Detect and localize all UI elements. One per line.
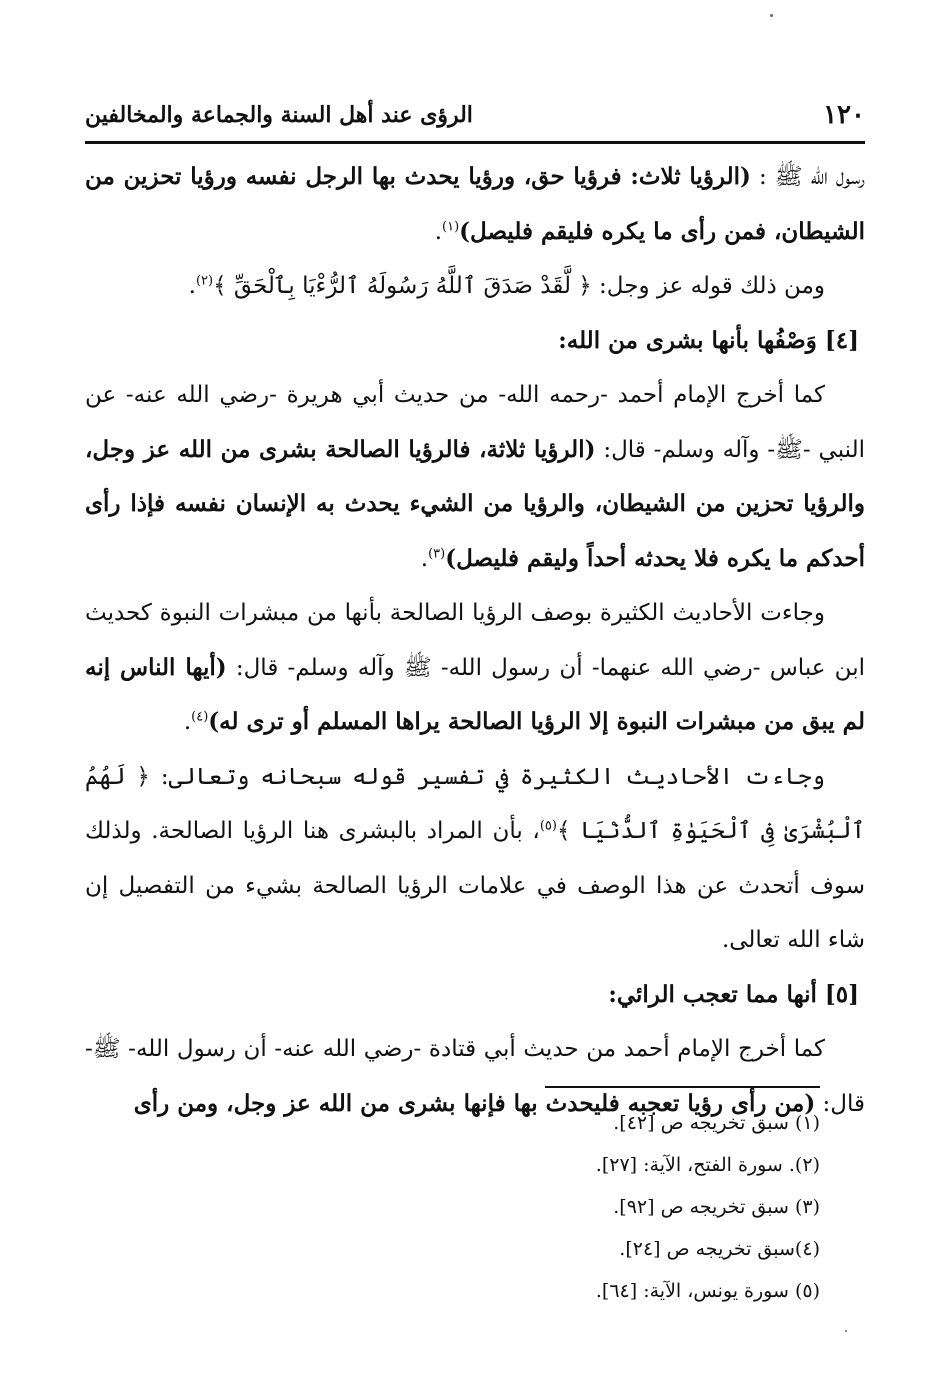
paragraph-2 [85,259,865,314]
body-text [85,150,865,1131]
paragraph-2-end: . [188,273,196,299]
paragraph-4-end: . [183,709,192,735]
footnote-ref-5: (٥) [539,818,557,834]
footnote-rule [545,1086,820,1088]
paragraph-6-lead: كما أخرج الإمام أحمد من حديث أبي قتادة -رضي الله عنه- أن رسول الله- ﷺ- قال: [85,1036,865,1117]
hadith-quote-1: (الرؤيا ثلاث: فرؤيا حق، ورؤيا يحدث بها الرجل نفسه ورؤيا تحزين من الشيطان، فمن رأى ما يكره فليقم فليصل) [85,163,865,245]
paragraph-4-lead: وجاءت الأحاديث الكثيرة بوصف الرؤيا الصالحة بأنها من مبشرات النبوة كحديث ابن عباس -رضي الله عنهما- أن رسول الله- ﷺ وآله وسلم- قال: [85,600,865,681]
paragraph-4 [85,586,865,750]
paragraph-3-end: . [420,545,429,572]
footnote-3: (٣) سبق تخريجه ص [٩٢]. [613,1196,820,1218]
hadith-quote-4: (من رأى رؤيا تعجبه فليحدث بها فإنها بشرى من الله عز وجل، ومن رأى [133,1089,816,1117]
hadith-quote-3: (أيها الناس إنه لم يبق من مبشرات النبوة إلا الرؤيا الصالحة يراها المسلم أو ترى له) [85,653,865,735]
footnote-2: (٢). سورة الفتح، الآية: [٢٧]. [595,1154,820,1176]
scan-speck [845,1330,847,1332]
quran-verse-2: وجاءت الأحاديث الكثيرة في تفسير قوله سبحانه وتعالى: ﴿ لَهُمُ ٱلْبُشْرَىٰ فِى ٱلْحَيَوٰةِ ٱلدُّنْيَا ﴾ [85,763,865,844]
section-heading-4: [٤] وَصْفُها بأنها بشرى من الله: [558,326,859,354]
scan-speck [770,14,773,17]
paragraph-5 [85,750,865,968]
footnote-4: (٤)سبق تخريجه ص [٢٤]. [619,1238,820,1260]
footnote-ref-3: (٣) [428,545,446,561]
paragraph-1 [85,150,865,259]
paragraph-1-end: . [434,218,442,245]
page-header [85,92,865,138]
paragraph-1-lead: رسول الله ﷺ : [750,164,866,190]
footnote-5: (٥) سورة يونس، الآية: [٦٤]. [595,1280,820,1302]
footnote-ref-2: (٢) [195,273,214,289]
paragraph-3 [85,368,865,586]
footnotes [420,1102,820,1312]
page-number: ١٢٠ [823,100,865,130]
paragraph-3-lead: كما أخرج الإمام أحمد -رحمه الله- من حديث أبي هريرة -رضي الله عنه- عن النبي -ﷺ- وآله وسلم- قال: [85,382,865,463]
paragraph-5-rest: ، بأن المراد بالبشرى هنا الرؤيا الصالحة. ولذلك سوف أتحدث عن هذا الوصف في علامات الرؤيا الصالحة بشيء من التفصيل إن شاء الله تعالى. [85,818,865,953]
section-heading-5: [٥] أنها مما تعجب الرائي: [608,980,859,1008]
quran-verse-1: ومن ذلك قوله عز وجل: ﴿ لَّقَدْ صَدَقَ ٱللَّهُ رَسُولَهُ ٱلرُّءْيَا بِٱلْحَقِّ ﴾ [213,273,825,299]
footnote-ref-4: (٤) [191,709,209,725]
footnote-ref-1: (١) [442,218,460,234]
footnote-1: (١) سبق تخريجه ص [٤٢]. [613,1112,820,1134]
header-rule [85,141,865,144]
running-title: الرؤى عند أهل السنة والجماعة والمخالفين [85,102,473,128]
hadith-quote-2: (الرؤيا ثلاثة، فالرؤيا الصالحة بشرى من الله عز وجل، والرؤيا تحزين من الشيطان، والرؤيا من الشيء يحدث به الإنسان نفسه فإذا رأى أحدكم ما يكره فلا يحدثه أحداً وليقم فليصل) [85,435,865,572]
